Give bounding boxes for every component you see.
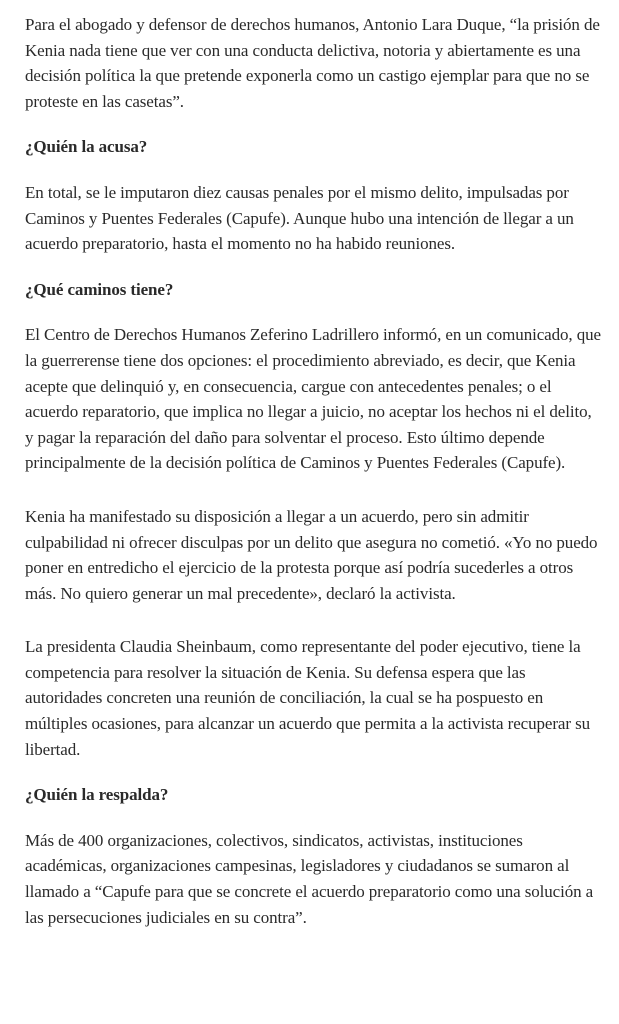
paragraph-lawyer-quote: Para el abogado y defensor de derechos humanos, Antonio Lara Duque, “la prisión de Kenia nada tiene que ver con una conducta delictiva, notoria y abiertamente es una decisión política la que pretende exponerla como un castigo ejemplar para que no se proteste en las casetas”.: [25, 15, 600, 111]
paragraph-president: La presidenta Claudia Sheinbaum, como representante del poder ejecutivo, tiene la competencia para resolver la situación de Kenia. Su defensa espera que las autoridades concreten una reunión de conciliación, la cual se ha pospuesto en múltiples ocasiones, para alcanzar un acuerdo que permita a la activista recuperar su libertad.: [25, 637, 590, 759]
article-body: [25, 12, 603, 950]
heading-who-supports: ¿Quién la respalda?: [25, 785, 169, 805]
paragraph-charges: En total, se le imputaron diez causas penales por el mismo delito, impulsadas por Caminos y Puentes Federales (Capufe). Aunque hubo una intención de llegar a un acuerdo preparatorio, hasta el momento no ha habido reuniones.: [25, 182, 574, 254]
paragraph-options: El Centro de Derechos Humanos Zeferino Ladrillero informó, en un comunicado, que la guerrerense tiene dos opciones: el procedimiento abreviado, es decir, que Kenia acepte que delinquió y, en consecuencia, cargue con antecedentes penales; o el acuerdo reparatorio, que implica no llegar a juicio, no aceptar los hechos ni el delito, y pagar la reparación del daño para solventar el proceso. Esto último depende principalmente de la decisión política de Caminos y Puentes Federales (Capufe).: [25, 325, 601, 473]
paragraph-kenia-statement: Kenia ha manifestado su disposición a llegar a un acuerdo, pero sin admitir culpabilidad ni ofrecer disculpas por un delito que asegura no cometió. «Yo no puedo poner en entredicho el ejercicio de la protesta porque así podría sucederles a otros más. No quiero generar un mal precedente», declaró la activista.: [25, 506, 598, 603]
paragraph-support: Más de 400 organizaciones, colectivos, sindicatos, activistas, instituciones académicas, organizaciones campesinas, legisladores y ciudadanos se sumaron al llamado a “Capufe para que se concrete el acuerdo preparatorio como una solución a las persecuciones judiciales en su contra”.: [25, 830, 594, 927]
heading-who-accuses: ¿Quién la acusa?: [25, 137, 148, 157]
heading-what-paths: ¿Qué caminos tiene?: [25, 279, 174, 299]
